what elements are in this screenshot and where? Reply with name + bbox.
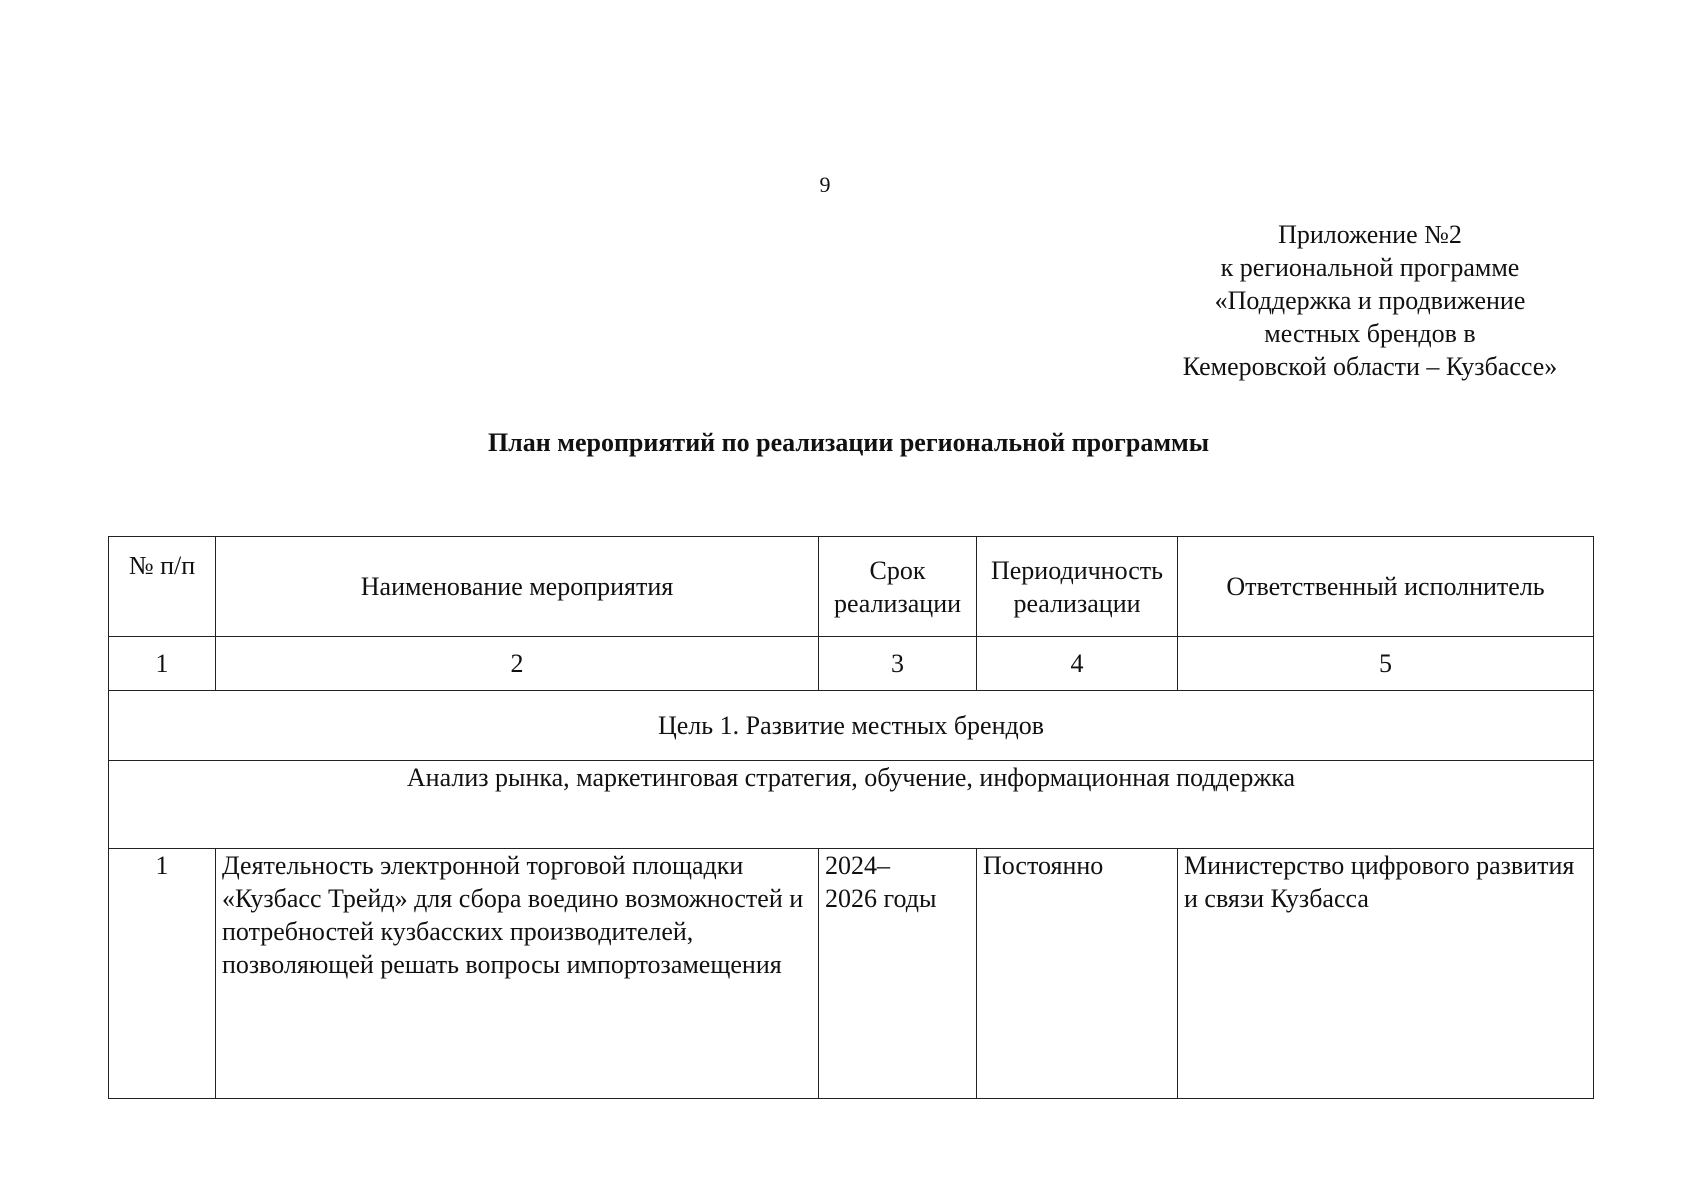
row-period: Постоянно [977, 849, 1178, 1099]
appendix-block [1140, 218, 1600, 383]
row-name: Деятельность электронной торговой площадки «Кузбасс Трейд» для сбора воедино возможностей и потребностей кузбасских производителей, позволяющей решать вопросы импортозамещения [216, 849, 819, 1099]
table-header-row [109, 537, 1594, 637]
header-term-line: реализации [833, 588, 962, 618]
plan-table [108, 536, 1594, 1099]
column-number: 3 [819, 637, 977, 691]
row-term [819, 849, 977, 1099]
appendix-line: к региональной программе [1220, 253, 1520, 282]
table-row [109, 849, 1594, 1099]
header-period-line: реализации [1013, 588, 1141, 618]
column-number: 5 [1178, 637, 1594, 691]
row-num: 1 [109, 849, 216, 1099]
column-number: 2 [216, 637, 819, 691]
header-period [977, 537, 1178, 637]
column-number: 4 [977, 637, 1178, 691]
appendix-line: местных брендов в [1264, 319, 1476, 348]
page-number: 9 [819, 172, 831, 197]
appendix-line: Приложение №2 [1278, 220, 1462, 249]
row-executor: Министерство цифрового развития и связи Кузбасса [1178, 849, 1594, 1099]
header-period-line: Периодичность [990, 555, 1164, 585]
goal-cell: Цель 1. Развитие местных брендов [109, 691, 1594, 761]
header-executor: Ответственный исполнитель [1178, 537, 1594, 637]
column-number: 1 [109, 637, 216, 691]
header-term [819, 537, 977, 637]
section-cell: Анализ рынка, маркетинговая стратегия, обучение, информационная поддержка [109, 761, 1594, 849]
header-num: № п/п [109, 537, 216, 637]
header-name: Наименование мероприятия [216, 537, 819, 637]
appendix-line: Кемеровской области – Кузбассе» [1182, 352, 1558, 381]
goal-row [109, 691, 1594, 761]
section-row [109, 761, 1594, 849]
document-title: План мероприятий по реализации региональной программы [487, 428, 1210, 457]
header-term-line: Срок [869, 555, 926, 585]
row-term-line: 2026 годы [825, 884, 937, 913]
row-term-line: 2024– [825, 851, 890, 880]
appendix-line: «Поддержка и продвижение [1214, 286, 1526, 315]
column-number-row [109, 637, 1594, 691]
